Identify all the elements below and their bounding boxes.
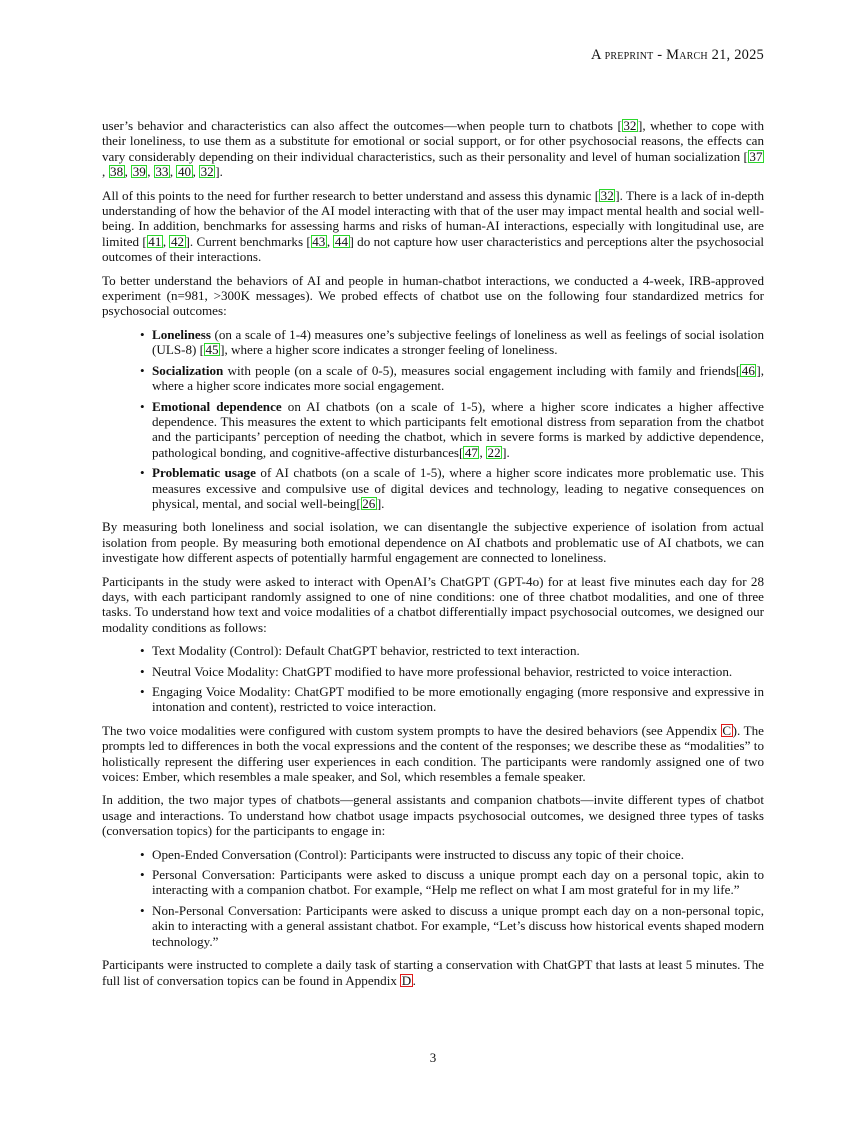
- list-item-text: (on a scale of 1-4) measures one’s subjective feelings of loneliness as well as feelings of social isolation (ULS-8) [: [152, 326, 764, 358]
- list-item: [152, 363, 764, 394]
- appendix-link[interactable]: D: [401, 972, 412, 988]
- paragraph-text: ] do not capture how user characteristics and perceptions alter the psychosocial outcomes of their interactions.: [102, 233, 765, 265]
- paragraph: [102, 957, 764, 988]
- citation-link[interactable]: 32: [623, 118, 637, 133]
- paragraph: To better understand the behaviors of AI and people in human-chatbot interactions, we conducted a 4-week, IRB-approved experiment (n=981, >300K messages). We probed effects of chatbot use on the following four standardized metrics for psychosocial outcomes:: [102, 272, 764, 319]
- citation-link[interactable]: 45: [205, 342, 219, 358]
- paragraph: By measuring both loneliness and social isolation, we can disentangle the subjective experience of isolation from actual isolation from people. By measuring both emotional dependence on AI chatbots and problematic use of AI chatbots, we can investigate how different aspects of potentially harmful engagement are connected to loneliness.: [102, 519, 764, 566]
- paragraph-text: ]. There is a lack of in-depth understanding of how the behavior of the AI model interacting with that of the user may impact mental health and social well-being. In addition, benchmarks for assessing harms and risks of human-AI interactions, especially with longitudinal use, are limited [: [102, 187, 764, 249]
- citation-link[interactable]: 32: [600, 187, 614, 203]
- paragraph: Participants in the study were asked to interact with OpenAI’s ChatGPT (GPT-4o) for at least five minutes each day for 28 days, with each participant randomly assigned to one of nine conditions: one of three chatbot modalities, and one of three tasks. To understand how text and voice modalities of a chatbot differentially impact psychosocial outcomes, we designed our modality conditions as follows:: [102, 573, 764, 635]
- metric-term: Problematic usage: [152, 465, 256, 481]
- modalities-list: [102, 643, 764, 715]
- paragraph-text: All of this points to the need for further research to better understand and assess this dynamic [: [102, 187, 600, 203]
- citation-link[interactable]: 39: [132, 164, 146, 180]
- paragraph-text: ].: [215, 164, 223, 180]
- list-item: • Text Modality (Control): Default ChatGPT behavior, restricted to text interaction.: [152, 643, 764, 658]
- list-item-text: ], where a higher score indicates a stronger feeling of loneliness.: [220, 342, 558, 358]
- list-item-text: of AI chatbots (on a scale of 1-5), where a higher score indicates more problematic use. This measures excessive and compulsive use of digital devices and technology, leading to negative consequences on physical, mental, and social well-being[: [152, 465, 764, 511]
- metrics-list: [102, 327, 764, 511]
- page-body: [102, 118, 764, 996]
- citation-link[interactable]: 47: [464, 444, 478, 460]
- metric-term: Emotional dependence: [152, 398, 282, 414]
- list-item: • Neutral Voice Modality: ChatGPT modified to have more professional behavior, restricted to voice interaction.: [152, 664, 764, 679]
- page-number: 3: [429, 1050, 437, 1065]
- paragraph-text: Participants were instructed to complete a daily task of starting a conservation with ChatGPT that lasts at least 5 minutes. The full list of conversation topics can be found in Appendix: [102, 957, 764, 988]
- list-item-text: ].: [502, 444, 510, 460]
- metric-term: Socialization: [152, 362, 224, 378]
- paragraph: In addition, the two major types of chatbots—general assistants and companion chatbots—invite different types of chatbot usage and interactions. To understand how chatbot usage impacts psychosocial outcomes, we designed three types of tasks (conversation topics) for the participants to engage in:: [102, 792, 764, 839]
- citation-link[interactable]: 40: [177, 164, 192, 180]
- list-item: • Emotional dependence on AI chatbots (on a scale of 1-5), where a higher score indicates a higher affective dependence. This measures the extent to which participants felt emotional distress from separation from the chatbot and the participants’ perception of needing the chatbot, which in severe forms is marked by addictive dependence, pathological bonding, and cognitive-affective disturbances[ 47 , 22 ].: [152, 399, 764, 461]
- tasks-list: [102, 847, 764, 949]
- metric-term: Loneliness: [152, 326, 211, 342]
- citation-link[interactable]: 44: [334, 233, 349, 249]
- list-item: • Non-Personal Conversation: Participants were asked to discuss a unique prompt each day on a non-personal topic, akin to interacting with a general assistant chatbot. For example, “Let’s discuss how historical events shaped modern technology.”: [152, 903, 764, 949]
- citation-link[interactable]: 33: [155, 164, 169, 180]
- list-item-text: ], where a higher score indicates more social engagement.: [152, 362, 764, 394]
- paragraph-text: ). The prompts led to differences in both the vocal expressions and the content of the responses; we describe these as “modalities” to holistically represent the differing user experiences in each condition. The participants were randomly assigned one of two voices: Ember, which resembles a male speaker, and Sol, which resembles a female speaker.: [102, 722, 764, 785]
- citation-link[interactable]: 22: [487, 444, 501, 460]
- citation-link[interactable]: 26: [362, 495, 376, 511]
- citation-link[interactable]: 46: [741, 362, 755, 378]
- paragraph: user’s behavior and characteristics can also affect the outcomes—when people turn to chatbots [ 32 ], whether to cope with their loneliness, to use them as a substitute for emotional or social support, or for other psychosocial reasons, the effects can vary considerably depending on their individual characteristics, such as their personality and level of human socialization [ 37, 38 , 39 , 33 , 40 , 32 ].: [102, 118, 764, 180]
- citation-link[interactable]: 32: [200, 164, 214, 180]
- citation-link[interactable]: 41: [148, 233, 162, 249]
- citation-link[interactable]: 37: [749, 148, 763, 164]
- citation-link[interactable]: 43: [312, 233, 326, 249]
- running-header: A preprint - March 21, 2025: [590, 47, 764, 63]
- paragraph-text: user’s behavior and characteristics can also affect the outcomes—when people turn to chatbots: [102, 118, 618, 133]
- paragraph: All of this points to the need for further research to better understand and assess this dynamic [ 32 ]. There is a lack of in-depth understanding of how the behavior of the AI model interacting with that of the user may impact mental health and social well-being. In addition, benchmarks for assessing harms and risks of human-AI interactions, especially with longitudinal use, are limited [ 41 , 42 ]. Current benchmarks [ 43 , 44 ] do not capture how user characteristics and perceptions alter the psychosocial outcomes of their interactions.: [102, 187, 765, 265]
- list-item-text: ].: [376, 495, 385, 511]
- paragraph-text: The two voice modalities were configured with custom system prompts to have the desired behaviors (see Appendix: [102, 722, 721, 738]
- list-item-text: with people (on a scale of 0-5), measures social engagement including with family and friends[: [223, 362, 741, 378]
- list-item: [152, 465, 764, 511]
- paragraph-text: , whether to cope with their loneliness, to use them as a substitute for emotional or social support, or for other psychosocial reasons, the effects can vary considerably depending on their individual characteristics, such as their personality and level of human socialization [: [102, 118, 764, 164]
- paragraph-text: ]. Current benchmarks [: [185, 233, 311, 249]
- appendix-link[interactable]: C: [722, 722, 732, 738]
- list-item-text: on AI chatbots (on a scale of 1-5), where a higher score indicates a higher affective dependence. This measures the extent to which participants felt emotional distress from separation from the chatbot and the participants’ perception of needing the chatbot, which in severe forms is marked by addictive dependence, pathological bonding, and cognitive-affective disturbances[: [152, 398, 764, 460]
- citation-link[interactable]: 38: [110, 164, 124, 180]
- citation-link[interactable]: 42: [170, 233, 185, 249]
- paragraph: [102, 723, 764, 785]
- list-item: [152, 327, 764, 358]
- list-item: • Personal Conversation: Participants were asked to discuss a unique prompt each day on a personal topic, akin to interacting with a companion chatbot. For example, “Help me reflect on what I am most grateful for in my life.”: [152, 867, 764, 898]
- list-item: • Engaging Voice Modality: ChatGPT modified to be more emotionally engaging (more responsive and expressive in intonation and content), restricted to voice interaction.: [152, 684, 764, 715]
- paragraph-text: .: [412, 972, 416, 988]
- list-item: • Open-Ended Conversation (Control): Participants were instructed to discuss any topic of their choice.: [152, 847, 764, 862]
